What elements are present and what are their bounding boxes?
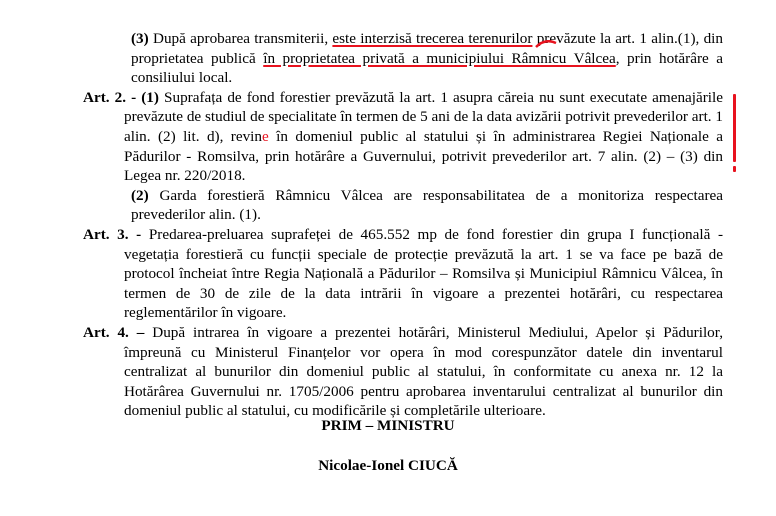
text: prevăzute la art. 1 alin.(1), din proprietatea publică: [131, 30, 723, 67]
article-2-paragraph-2: [83, 186, 723, 225]
article-4: [83, 323, 723, 421]
article-label: Art. 4. –: [83, 323, 145, 341]
red-curve-mark-icon: [535, 40, 557, 48]
document-body: [83, 29, 723, 421]
article-label: Art. 3. -: [83, 225, 142, 243]
margin-mark-icon: [733, 94, 736, 162]
text: Suprafața de fond forestier prevăzută la art. 1 asupra căreia nu sunt executate amenajările prevăzute de studiul de specialitate în termen de 5 ani de la data avizării potrivit prevederilor art. 1 alin. (2) lit. d), revin: [124, 88, 723, 145]
text: După aprobarea transmiterii,: [148, 30, 333, 47]
paragraph-3: [83, 29, 723, 88]
highlight-underline-1: este interzisă trecerea terenurilor: [332, 30, 533, 47]
signature-name: Nicolae-Ionel CIUCĂ: [318, 457, 458, 474]
text: După intrarea în vigoare a prezentei hotărâri, Ministerul Mediului, Apelor și Pădurilor, împreună cu Ministerul Finanțelor vor opera în mod corespunzător datele din inventarul centralizat al bunurilor din domeniul public al statului, în conformitate cu anexa nr. 12 la Hotărârea Guvernului nr. 1705/2006 pentru aprobarea inventarului centralizat al bunurilor din domeniul public al statului, cu modificările și completările ulterioare.: [124, 323, 723, 420]
text: Predarea-preluarea suprafeței de 465.552 mp de fond forestier din grupa I funcțională - vegetația forestieră cu funcții speciale de protecție prevăzută la art. 1 se va face pe bază de protocol încheiat între Regia Națională a Pădurilor – Romsilva și Municipiul Râmnicu Vâlcea, în termen de 30 de zile de la data intrării în vigoare a prezentei hotărâri, cu respectarea reglementărilor în vigoare.: [124, 225, 723, 322]
text: în domeniul public al statului și în administrarea Regiei Naționale a Pădurilor - Romsilva, prin hotărâre a Guvernului, potrivit prevederilor art. 7 alin. (2) – (3) din Legea nr. 220/2018.: [124, 127, 723, 185]
signature-title: PRIM – MINISTRU: [321, 417, 455, 434]
text: , prin hotărâre a consiliului local.: [131, 49, 723, 87]
paragraph-number: (3): [131, 30, 149, 47]
red-correction-letter: e: [262, 127, 269, 145]
paragraph-number: (2): [131, 186, 149, 204]
article-2: [83, 88, 723, 186]
article-3: [83, 225, 723, 323]
highlight-underline-2: în proprietatea privată a municipiului Râmnicu Vâlcea: [263, 49, 616, 67]
text: Garda forestieră Râmnicu Vâlcea are responsabilitatea de a monitoriza respectarea prevederilor alin. (1).: [131, 186, 723, 224]
article-label: Art. 2. - (1): [83, 88, 159, 106]
margin-mark-dot-icon: [733, 166, 736, 172]
